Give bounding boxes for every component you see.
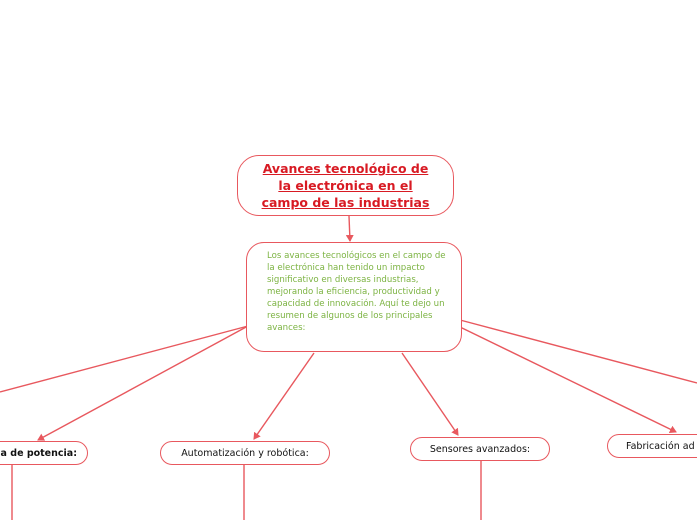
intro-topic-text: Los avances tecnológicos en el campo de la electrónica han tenido un impacto significativo en diversas industrias, mejorando la eficiencia, productividad y capacidad de innovación. Aquí te dejo un resumen de algunos de los principales avances: (267, 251, 446, 333)
connector-root-intro (349, 216, 350, 241)
intro-topic[interactable] (246, 242, 462, 352)
branch-topic-automatizacion[interactable] (160, 441, 330, 465)
branch-topic-sensores[interactable] (410, 437, 550, 461)
root-topic[interactable] (237, 155, 454, 216)
connector-offscreen-right (460, 320, 697, 383)
connector-branch-2 (254, 353, 314, 439)
connector-branch-4 (460, 327, 676, 432)
connector-branch-1 (38, 326, 248, 440)
branch-topic-potencia[interactable] (0, 441, 88, 465)
branch-topic-label: Automatización y robótica: (181, 447, 309, 459)
branch-topic-label: Fabricación ad (626, 440, 695, 452)
connector-branch-3 (402, 353, 458, 435)
branch-topic-label: a de potencia: (0, 447, 77, 459)
branch-topic-label: Sensores avanzados: (429, 443, 531, 455)
root-topic-title: Avances tecnológico de la electrónica en el campo de las industrias (261, 161, 430, 210)
connector-offscreen-left (0, 326, 248, 392)
branch-topic-fabricacion[interactable] (607, 434, 697, 458)
